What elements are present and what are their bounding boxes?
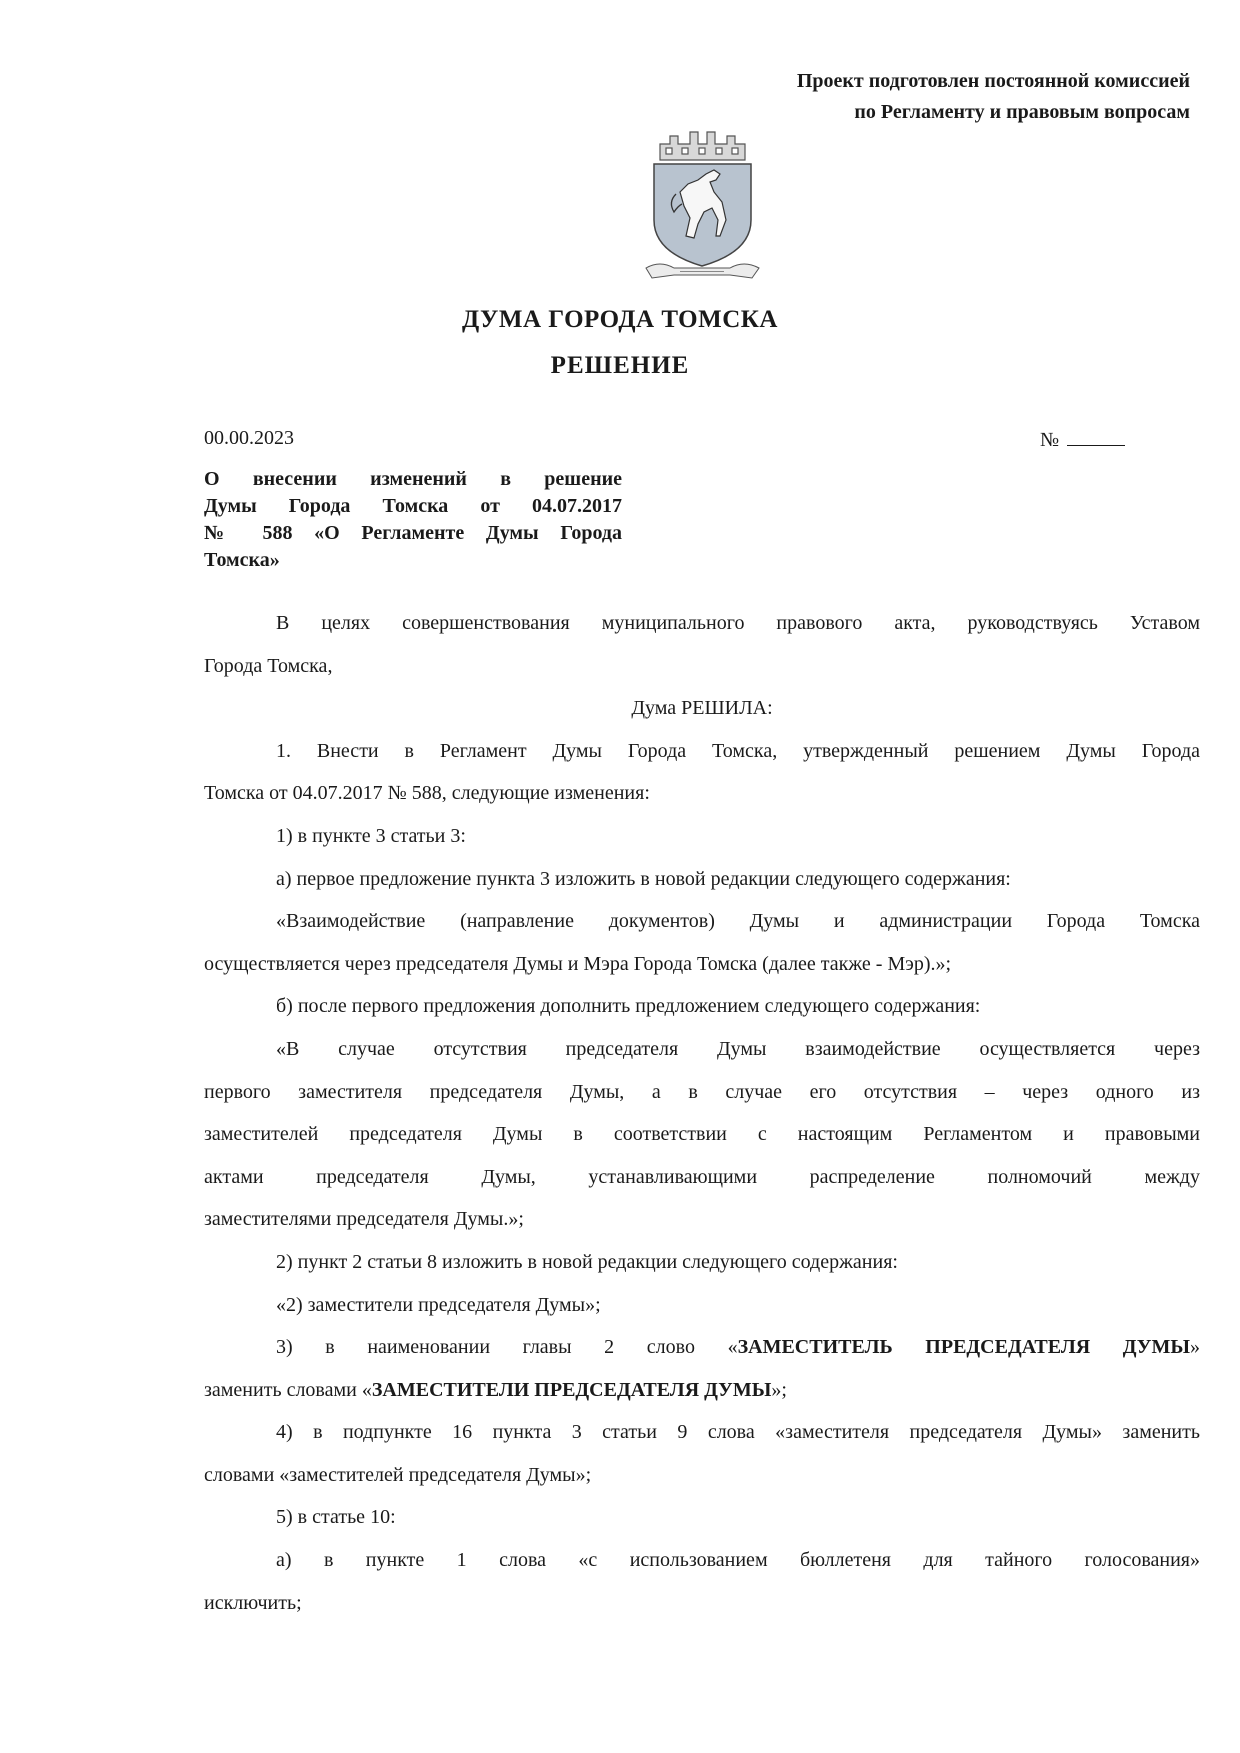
quote-2-line-5: заместителями председателя Думы.»;	[204, 1208, 524, 1231]
subject-line-3: № 588 «О Регламенте Думы Города	[204, 522, 622, 544]
paragraph-quote-1	[204, 900, 1200, 985]
preparer-note-line-2: по Регламенту и правовым вопросам	[854, 101, 1190, 123]
subject-line-1: О внесении изменений в решение	[204, 468, 622, 490]
sub-3-text-d: заменить словами «	[204, 1378, 372, 1401]
sub-4-line-1: 4) в подпункте 16 пункта 3 статьи 9 слова «заместителя председателя Думы» заменить	[276, 1421, 1200, 1444]
paragraph-sub-5a	[204, 1539, 1200, 1624]
paragraph-sub-1b: б) после первого предложения дополнить предложением следующего содержания:	[276, 995, 981, 1018]
subject-line-4: Томска»	[204, 549, 280, 571]
document-date: 00.00.2023	[204, 427, 294, 449]
paragraph-sub-1: 1) в пункте 3 статьи 3:	[276, 824, 466, 847]
number-label: №	[1040, 429, 1060, 451]
sub-3-new-heading: ЗАМЕСТИТЕЛИ ПРЕДСЕДАТЕЛЯ ДУМЫ	[371, 1378, 772, 1401]
document-number	[1040, 427, 1125, 452]
paragraph-sub-2: 2) пункт 2 статьи 8 изложить в новой редакции следующего содержания:	[276, 1250, 898, 1273]
preamble-line-2: Города Томска,	[204, 654, 333, 677]
quote-1-line-2: осуществляется через председателя Думы и Мэра Города Томска (далее также - Мэр).»;	[204, 952, 952, 975]
sub-3-old-heading: ЗАМЕСТИТЕЛЬ ПРЕДСЕДАТЕЛЯ ДУМЫ	[737, 1336, 1190, 1359]
paragraph-sub-1a: а) первое предложение пункта 3 изложить в новой редакции следующего содержания:	[276, 867, 1011, 890]
sub-4-line-2: словами «заместителей председателя Думы»;	[204, 1463, 592, 1486]
sub-3-text-a: 3) в наименовании главы 2 слово «	[276, 1336, 738, 1359]
preamble-line-1: В целях совершенствования муниципального правового акта, руководствуясь Уставом	[276, 612, 1200, 634]
paragraph-quote-2	[204, 1028, 1200, 1241]
subject-line-2: Думы Города Томска от 04.07.2017	[204, 495, 622, 517]
sub-3-text-f: »;	[771, 1378, 787, 1401]
decided-heading: Дума РЕШИЛА:	[631, 697, 773, 720]
quote-2-line-1: «В случае отсутствия председателя Думы взаимодействие осуществляется через	[276, 1037, 1200, 1060]
quote-2-line-2: первого заместителя председателя Думы, а в случае его отсутствия – через одного из	[204, 1080, 1200, 1103]
paragraph-preamble	[204, 602, 1200, 687]
quote-2-line-4: актами председателя Думы, устанавливающими распределение полномочий между	[204, 1165, 1200, 1188]
quote-1-line-1: «Взаимодействие (направление документов) Думы и администрации Города Томска	[276, 910, 1200, 933]
preparer-note	[797, 66, 1190, 128]
document-subject	[204, 466, 622, 574]
tomsk-coat-of-arms-icon	[640, 128, 765, 283]
quote-2-line-3: заместителей председателя Думы в соответствии с настоящим Регламентом и правовыми	[204, 1123, 1200, 1146]
sub-3-line-2	[204, 1369, 1200, 1412]
item-1-line-1: 1. Внести в Регламент Думы Города Томска, утвержденный решением Думы Города	[276, 739, 1200, 762]
paragraph-sub-4	[204, 1411, 1200, 1496]
document-type: РЕШЕНИЕ	[550, 352, 690, 379]
item-1-line-2: Томска от 04.07.2017 № 588, следующие изменения:	[204, 782, 650, 805]
sub-3-line-1	[204, 1326, 1200, 1369]
sub-3-text-c: »	[1190, 1336, 1200, 1359]
paragraph-quote-3: «2) заместители председателя Думы»;	[276, 1293, 601, 1316]
paragraph-sub-5: 5) в статье 10:	[276, 1506, 396, 1529]
paragraph-item-1	[204, 730, 1200, 815]
preparer-note-line-1: Проект подготовлен постоянной комиссией	[796, 70, 1190, 92]
number-blank	[1067, 427, 1125, 446]
document-body	[204, 602, 1200, 1624]
paragraph-sub-3	[204, 1326, 1200, 1411]
sub-5a-line-2: исключить;	[204, 1591, 302, 1614]
sub-5a-line-1: а) в пункте 1 слова «с использованием бюллетеня для тайного голосования»	[276, 1549, 1200, 1572]
organization-name: ДУМА ГОРОДА ТОМСКА	[462, 306, 778, 333]
